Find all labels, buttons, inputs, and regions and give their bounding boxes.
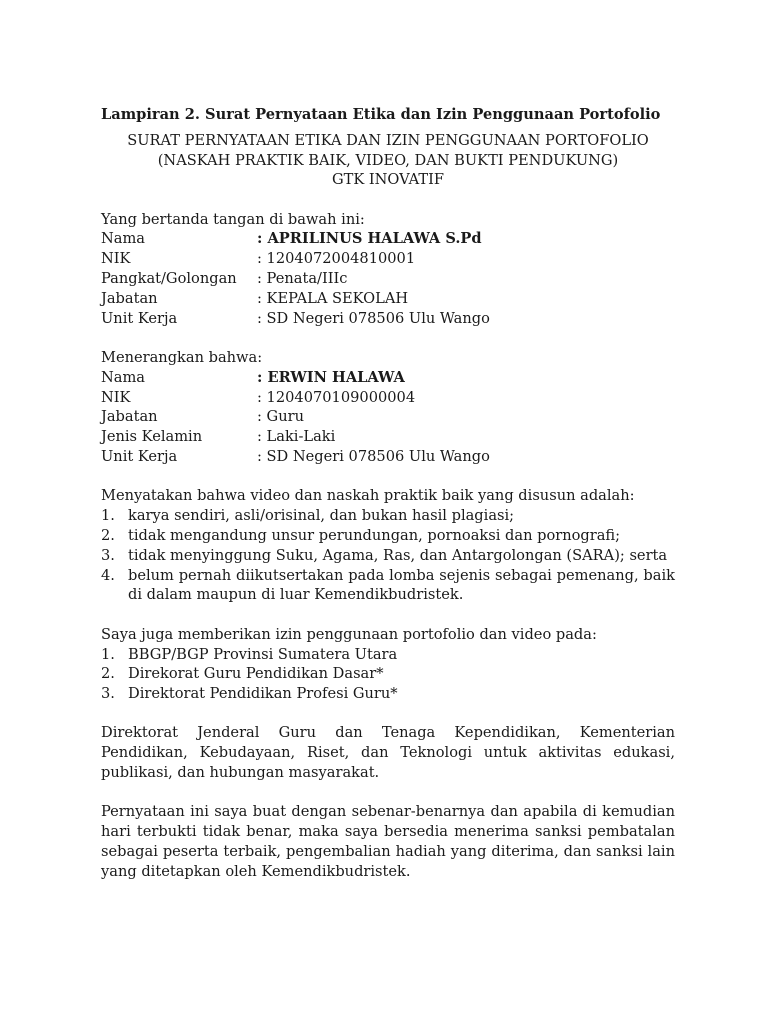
list-number: 1. bbox=[101, 507, 115, 525]
subject-field-row bbox=[101, 368, 675, 388]
title-line: (NASKAH PRAKTIK BAIK, VIDEO, DAN BUKTI PENDUKUNG) bbox=[157, 151, 619, 169]
field-value: : 1204070109000004 bbox=[257, 388, 416, 406]
document-body bbox=[101, 105, 675, 882]
list-text: karya sendiri, asli/orisinal, dan bukan hasil plagiasi; bbox=[128, 507, 515, 525]
directorate-paragraph: Direktorat Jenderal Guru dan Tenaga Kependidikan, Kementerian Pendidikan, Kebudayaan, Riset, dan Teknologi untuk aktivitas edukasi, publikasi, dan hubungan masyarakat. bbox=[101, 724, 675, 782]
field-value: : 1204072004810001 bbox=[257, 250, 416, 268]
list-text: belum pernah diikutsertakan pada lomba sejenis sebagai pemenang, baik di dalam maupun di luar Kemendikbudristek. bbox=[128, 566, 675, 604]
statement-intro: Menyatakan bahwa video dan naskah praktik baik yang disusun adalah: bbox=[101, 487, 635, 505]
signer-field-row bbox=[101, 309, 675, 329]
list-item bbox=[101, 664, 675, 684]
field-label: Nama bbox=[101, 368, 146, 386]
field-value: : Laki-Laki bbox=[257, 428, 336, 446]
field-label: Nama bbox=[101, 230, 146, 248]
field-label: Jenis Kelamin bbox=[101, 428, 203, 446]
field-value: : APRILINUS HALAWA S.Pd bbox=[257, 230, 482, 248]
field-label: NIK bbox=[101, 388, 131, 406]
list-item bbox=[101, 526, 675, 546]
signer-field-row bbox=[101, 269, 675, 289]
field-value: : ERWIN HALAWA bbox=[257, 368, 405, 386]
list-text: tidak menyinggung Suku, Agama, Ras, dan Antargolongan (SARA); serta bbox=[128, 546, 668, 564]
signer-intro: Yang bertanda tangan di bawah ini: bbox=[101, 210, 365, 228]
field-label: Pangkat/Golongan bbox=[101, 269, 237, 287]
list-item bbox=[101, 645, 675, 665]
list-number: 2. bbox=[101, 665, 115, 683]
statement-list bbox=[101, 506, 675, 605]
field-label: Jabatan bbox=[101, 289, 158, 307]
list-number: 3. bbox=[101, 546, 115, 564]
title-line: SURAT PERNYATAAN ETIKA DAN IZIN PENGGUNAAN PORTOFOLIO bbox=[127, 131, 649, 149]
letter-title bbox=[101, 131, 675, 190]
permission-intro: Saya juga memberikan izin penggunaan portofolio dan video pada: bbox=[101, 625, 597, 643]
list-text: Direktorat Pendidikan Profesi Guru* bbox=[128, 685, 398, 703]
list-number: 1. bbox=[101, 645, 115, 663]
subject-field-row bbox=[101, 427, 675, 447]
list-number: 3. bbox=[101, 685, 115, 703]
subject-fields bbox=[101, 368, 675, 467]
list-number: 2. bbox=[101, 526, 115, 544]
attachment-heading: Lampiran 2. Surat Pernyataan Etika dan Izin Penggunaan Portofolio bbox=[101, 106, 661, 123]
permission-list bbox=[101, 645, 675, 704]
field-label: Unit Kerja bbox=[101, 309, 178, 327]
field-value: : Guru bbox=[257, 408, 304, 426]
field-value: : Penata/IIIc bbox=[257, 269, 348, 287]
signer-fields bbox=[101, 229, 675, 328]
subject-field-row bbox=[101, 447, 675, 467]
signer-field-row bbox=[101, 229, 675, 249]
list-number: 4. bbox=[101, 566, 115, 584]
field-label: Unit Kerja bbox=[101, 447, 178, 465]
list-item bbox=[101, 506, 675, 526]
field-label: Jabatan bbox=[101, 408, 158, 426]
signer-field-row bbox=[101, 289, 675, 309]
field-value: : KEPALA SEKOLAH bbox=[257, 289, 409, 307]
subject-intro: Menerangkan bahwa: bbox=[101, 348, 263, 366]
list-item bbox=[101, 684, 675, 704]
list-item bbox=[101, 546, 675, 566]
subject-field-row bbox=[101, 407, 675, 427]
list-text: Direkorat Guru Pendidikan Dasar* bbox=[128, 665, 384, 683]
title-line: GTK INOVATIF bbox=[331, 171, 445, 189]
signer-field-row bbox=[101, 249, 675, 269]
list-item bbox=[101, 566, 675, 606]
field-value: : SD Negeri 078506 Ulu Wango bbox=[257, 309, 490, 327]
list-text: BBGP/BGP Provinsi Sumatera Utara bbox=[128, 645, 398, 663]
field-label: NIK bbox=[101, 250, 131, 268]
closing-paragraph: Pernyataan ini saya buat dengan sebenar-benarnya dan apabila di kemudian hari terbukti tidak benar, maka saya bersedia menerima sanksi pembatalan sebagai peserta terbaik, pengembalian hadiah yang diterima, dan sanksi lain yang ditetapkan oleh Kemendikbudristek. bbox=[101, 803, 675, 880]
field-value: : SD Negeri 078506 Ulu Wango bbox=[257, 447, 490, 465]
list-text: tidak mengandung unsur perundungan, pornoaksi dan pornografi; bbox=[128, 526, 621, 544]
subject-field-row bbox=[101, 388, 675, 408]
